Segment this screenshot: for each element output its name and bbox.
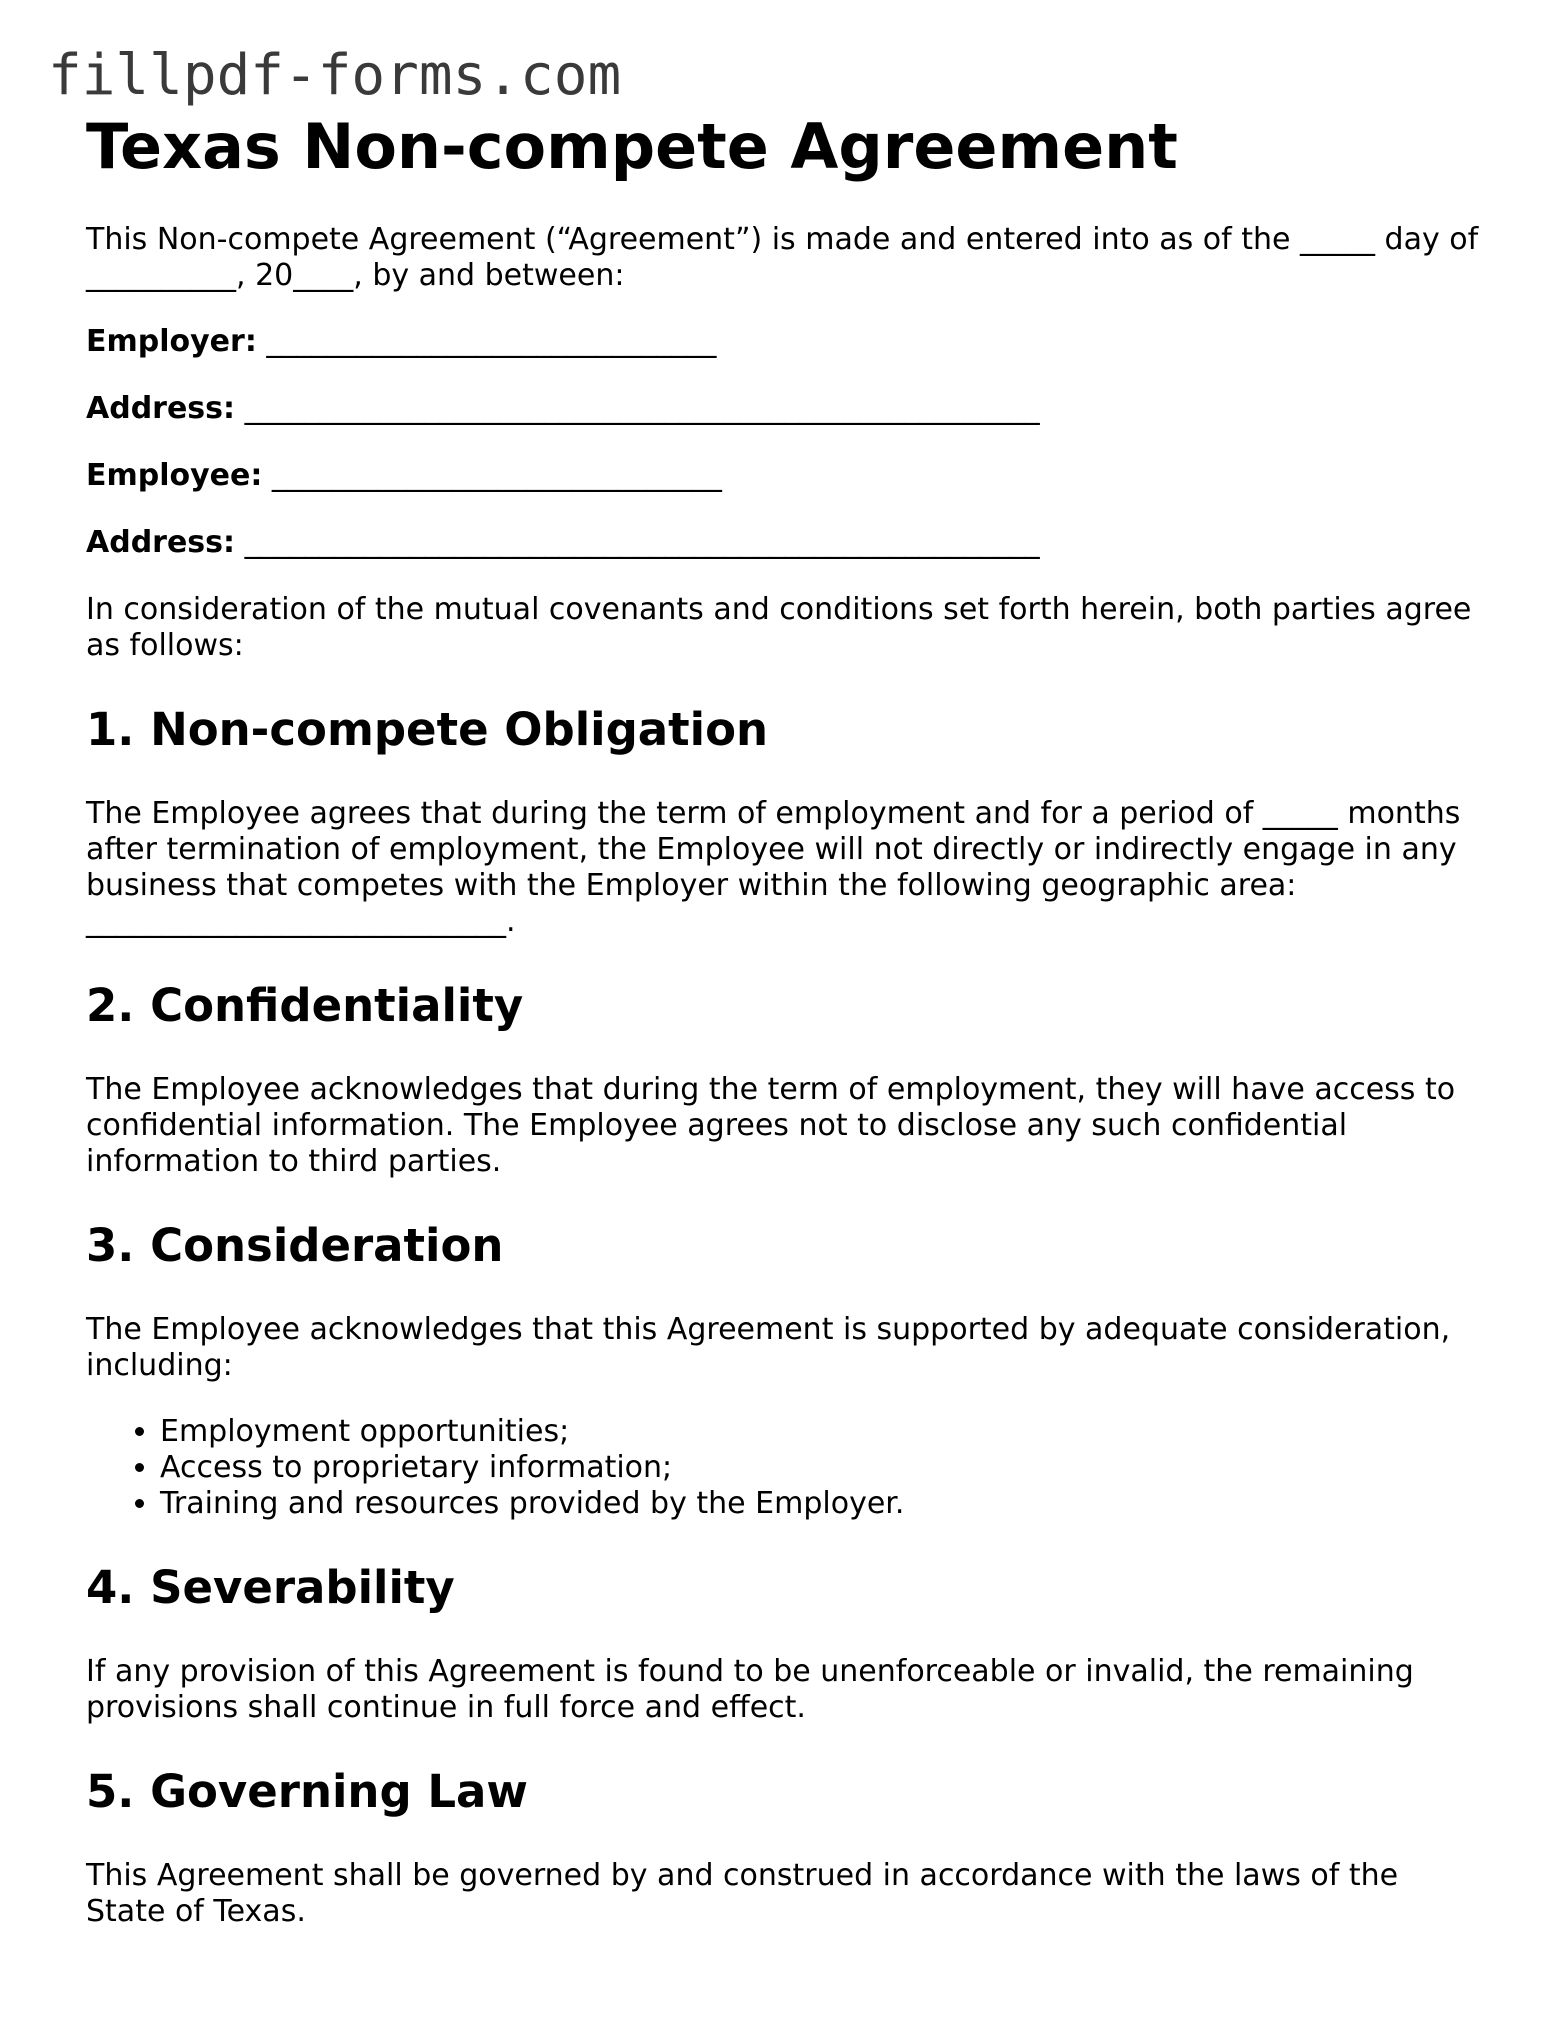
document-page [86,110,1486,1960]
employer-address-field [86,391,1486,427]
intro-paragraph: This Non-compete Agreement (“Agreement”) is made and entered into as of the _____ day of __________, 20____, by and between: [86,222,1479,293]
watermark: fillpdf-forms.com [48,43,622,108]
section-body-governing-law: This Agreement shall be governed by and construed in accordance with the laws of the State of Texas. [86,1858,1399,1929]
employer-blank: ______________________________ [266,324,717,359]
section-body-consideration: The Employee acknowledges that this Agreement is supported by adequate consideration, including: [86,1312,1451,1383]
list-item: • Access to proprietary information; [160,1450,1486,1486]
employee-blank: ______________________________ [271,458,722,493]
employer-address-blank: _____________________________________________________ [244,391,1040,426]
section-body-severability: If any provision of this Agreement is found to be unenforceable or invalid, the remaining provisions shall continue in full force and effect. [86,1654,1414,1725]
section-heading-governing-law: 5. Governing Law [86,1765,528,1818]
consideration-intro: In consideration of the mutual covenants and conditions set forth herein, both parties agree as follows: [86,592,1472,663]
section-heading-noncompete: 1. Non-compete Obligation [86,703,769,756]
consideration-list [86,1414,1486,1522]
employee-label: Employee: [86,458,263,493]
list-item: • Training and resources provided by the Employer. [160,1486,1486,1522]
section-heading-confidentiality: 2. Confidentiality [86,979,524,1032]
employer-address-label: Address: [86,391,236,426]
section-heading-consideration: 3. Consideration [86,1219,504,1272]
section-body-confidentiality: The Employee acknowledges that during the term of employment, they will have access to confidential information. The Employee agrees not to disclose any such confidential information to third parties. [86,1072,1456,1179]
employee-address-label: Address: [86,525,236,560]
employee-address-blank: _____________________________________________________ [244,525,1040,560]
list-item: • Employment opportunities; [160,1414,1486,1450]
employer-label: Employer: [86,324,257,359]
section-heading-severability: 4. Severability [86,1561,455,1614]
employee-address-field [86,525,1486,561]
section-body-noncompete: The Employee agrees that during the term of employment and for a period of _____ months after termination of employment, the Employee will not directly or indirectly engage in any business that competes with the Employer within the following geographic area: ____________________________. [86,796,1461,939]
document-title: Texas Non-compete Agreement [86,110,1178,183]
employee-field [86,458,1486,494]
employer-field [86,324,1486,360]
